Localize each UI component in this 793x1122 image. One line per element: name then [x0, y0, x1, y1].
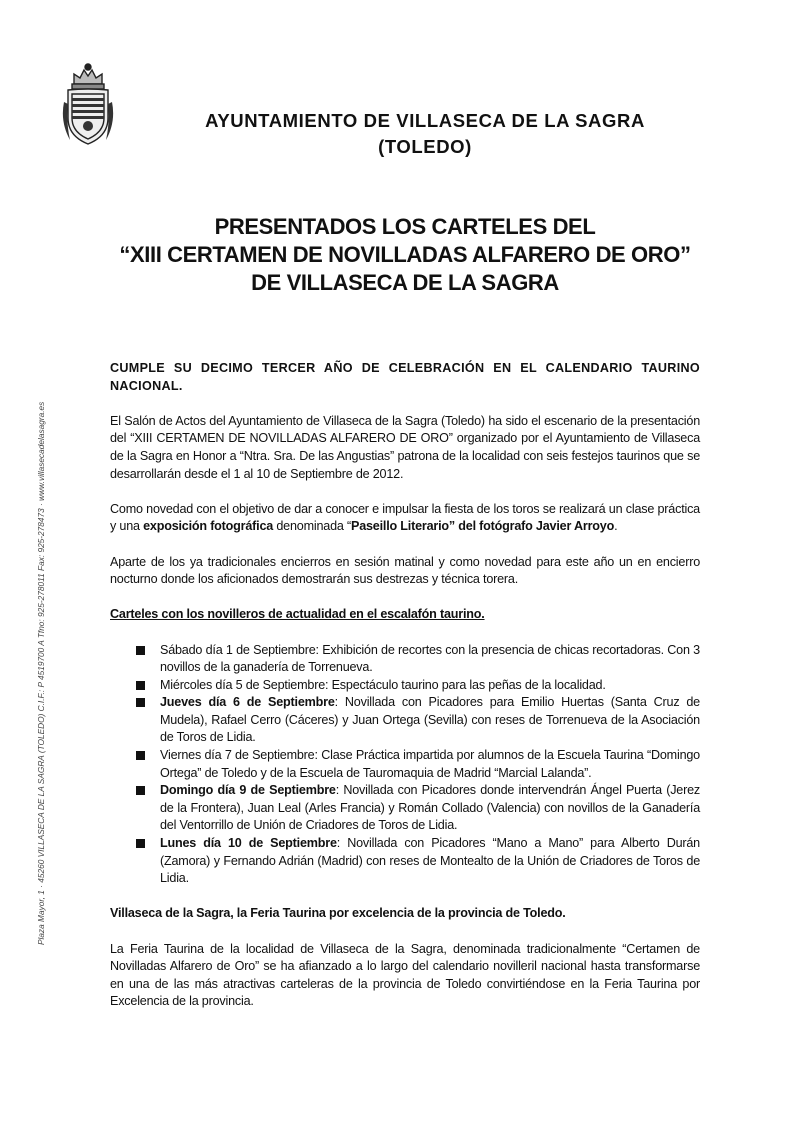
p2-text-e: . — [614, 519, 618, 534]
event-text: : Novillada con Picadores para Emilio Huertas (Santa Cruz de Mudela), Rafael Cerro (Cáceres) y Juan Ortega (Sevilla) con reses de Torrenueva de la Asociación de Toros de Lidia. — [160, 695, 700, 745]
events-list — [110, 642, 700, 888]
list-item — [160, 694, 700, 747]
coat-of-arms-icon — [60, 62, 116, 150]
headline-line-3: DE VILLASECA DE LA SAGRA — [251, 270, 559, 295]
event-day: Jueves día 6 de Septiembre — [160, 695, 335, 710]
event-text: : Novillada con Picadores donde intervendrán Ángel Puerta (Jerez de la Frontera), Juan Leal (Arles Francia) y Román Collado (Valencia) con novillos de la Ganadería del Ventorrillo de Unión de Criadores de Toros de Lidia. — [160, 783, 700, 833]
carteles-heading: Carteles con los novilleros de actualidad en el escalafón taurino. — [110, 607, 485, 622]
event-text: : Novillada con Picadores “Mano a Mano” para Alberto Durán (Zamora) y Fernando Adrián (Madrid) con reses de Montealto de la Unión de Criadores de Toros de Lidia. — [160, 836, 700, 886]
paragraph-presentation: El Salón de Actos del Ayuntamiento de Villaseca de la Sagra (Toledo) ha sido el escenario de la presentación del “XIII CERTAMEN DE NOVILLADAS ALFARERO DE ORO” organizado por el Ayuntamiento de Villaseca de la Sagra en Honor a “Ntra. Sra. De las Angustias” patrona de la localidad con seis festejos taurinos que se desarrollarán desde el 1 al 10 de Septiembre de 2012. — [110, 413, 700, 481]
bullet-square-icon — [136, 751, 145, 760]
feria-heading: Villaseca de la Sagra, la Feria Taurina por excelencia de la provincia de Toledo. — [110, 906, 566, 921]
bullet-square-icon — [136, 839, 145, 848]
list-item — [160, 677, 700, 695]
event-day: Lunes día 10 de Septiembre — [160, 836, 337, 851]
p2-bold-paseillo: Paseillo Literario” del fotógrafo Javier Arroyo — [351, 519, 615, 534]
paragraph-novedad — [110, 501, 700, 536]
event-day: Domingo día 9 de Septiembre — [160, 783, 336, 798]
paragraph-encierros: Aparte de los ya tradicionales encierros en sesión matinal y como novedad para este año un en encierro nocturno donde los aficionados demostrarán sus destrezas y técnica torera. — [110, 554, 700, 587]
list-item — [160, 782, 700, 835]
event-text: Miércoles día 5 de Septiembre: Espectáculo taurino para las peñas de la localidad. — [160, 677, 606, 692]
bullet-square-icon — [136, 786, 145, 795]
p2-bold-exposicion: exposición fotográfica — [143, 519, 274, 534]
org-province: (TOLEDO) — [378, 136, 472, 157]
intro-paragraph: CUMPLE SU DECIMO TERCER AÑO DE CELEBRACIÓN EN EL CALENDARIO TAURINO NACIONAL. — [110, 361, 700, 393]
bullet-square-icon — [136, 681, 145, 690]
event-text: Sábado día 1 de Septiembre: Exhibición de recortes con la presencia de chicas recortadoras. Con 3 novillos de la ganadería de Torrenueva. — [160, 642, 700, 675]
list-item — [160, 642, 700, 677]
press-headline — [110, 213, 700, 297]
side-address-text: Plaza Mayor, 1 · 45260 VILLASECA DE LA SAGRA (TOLEDO) C.I.F.: P 4519700 A Tfno: 925-278011 Fax: 925-278473 · www.villasecadelasagra.es — [36, 401, 46, 945]
paragraph-feria: La Feria Taurina de la localidad de Villaseca de la Sagra, denominada tradicionalmente “Certamen de Novilladas Alfarero de Oro” se ha afianzado a lo largo del calendario novilleril nacional hasta transformarse en una de las más atractivas carteleras de la provincia de Toledo convirtiéndose en la Feria Taurina por Excelencia de la provincia. — [110, 941, 700, 1009]
list-item — [160, 835, 700, 888]
event-text: Viernes día 7 de Septiembre: Clase Práctica impartida por alumnos de la Escuela Taurina “Domingo Ortega” de Toledo y de la Escuela de Tauromaquia de Madrid “Marcial Lalanda”. — [160, 748, 700, 780]
bullet-square-icon — [136, 698, 145, 707]
organization-header — [170, 108, 680, 160]
article-body — [110, 360, 700, 1029]
p2-text-c: denominada “ — [273, 519, 351, 534]
headline-line-2: “XIII CERTAMEN DE NOVILLADAS ALFARERO DE ORO” — [119, 242, 691, 267]
headline-line-1: PRESENTADOS LOS CARTELES DEL — [214, 214, 596, 239]
p2-text-a: Como novedad con el objetivo de dar a conocer e impulsar la fiesta de los toros se realizará un clase práctica y una — [110, 501, 700, 534]
bullet-square-icon — [136, 646, 145, 655]
org-name: AYUNTAMIENTO DE VILLASECA DE LA SAGRA — [205, 110, 645, 131]
list-item — [160, 747, 700, 782]
